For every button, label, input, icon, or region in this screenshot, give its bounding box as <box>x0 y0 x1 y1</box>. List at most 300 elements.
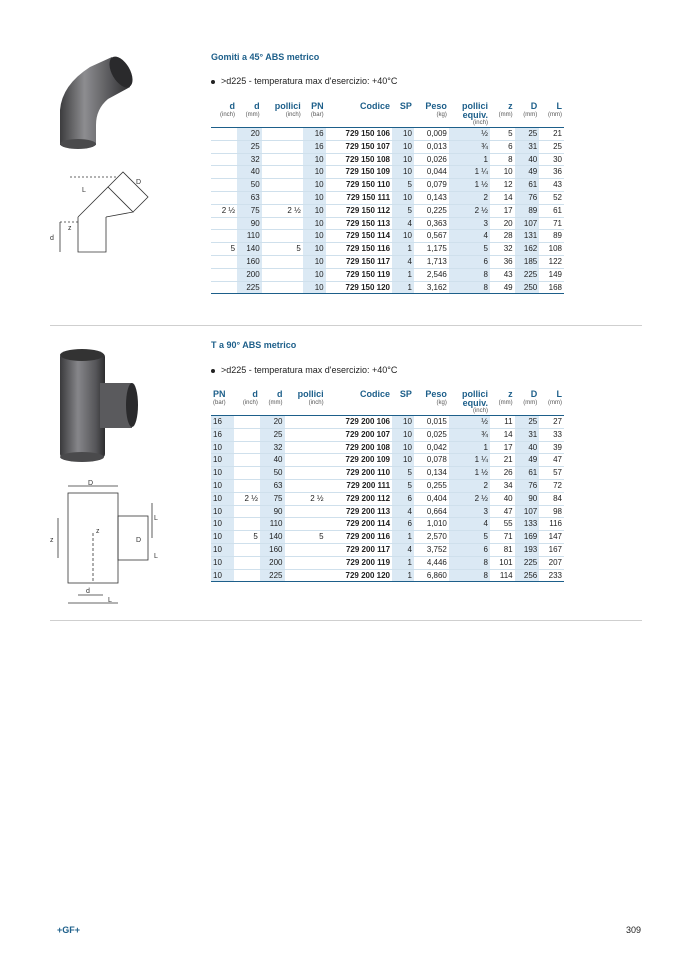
unit: (mm) <box>245 112 260 118</box>
table-cell: 729 200 116 <box>326 531 392 544</box>
table-cell: 28 <box>490 230 515 243</box>
table-cell: 4 <box>392 505 414 518</box>
table-cell: 10 <box>392 140 414 153</box>
table-cell <box>262 166 303 179</box>
table-cell: 10 <box>303 230 326 243</box>
table-cell: 729 150 111 <box>326 191 392 204</box>
table-cell <box>262 128 303 141</box>
table-cell: 10 <box>392 416 414 429</box>
table-row <box>211 230 564 243</box>
table-cell: 5 <box>392 467 414 480</box>
table-cell: 233 <box>539 569 564 582</box>
table-cell: 50 <box>237 179 262 192</box>
table-cell: 0,255 <box>414 479 449 492</box>
table-cell <box>211 255 237 268</box>
table-cell: 10 <box>303 204 326 217</box>
table-cell: 729 200 110 <box>326 467 392 480</box>
table-units-row <box>211 111 564 128</box>
table-row <box>211 531 564 544</box>
table-cell: ¾ <box>449 140 490 153</box>
table-row <box>211 518 564 531</box>
col-header-2: equiv. <box>462 398 488 408</box>
table-cell: 729 150 112 <box>326 204 392 217</box>
col-header: SP <box>399 101 412 111</box>
unit: (inch) <box>472 120 488 126</box>
col-header: PN <box>213 389 226 399</box>
table-cell: 729 200 113 <box>326 505 392 518</box>
tee-bullet <box>211 365 397 375</box>
col-header: pollici <box>461 389 488 399</box>
table-cell <box>285 416 326 429</box>
table-cell: 1 <box>392 556 414 569</box>
table-cell: 193 <box>515 543 540 556</box>
unit: (inch) <box>308 400 324 406</box>
table-cell: 1,010 <box>414 518 449 531</box>
table-cell: 3,162 <box>414 281 449 294</box>
table-row <box>211 441 564 454</box>
table-units-row <box>211 399 564 416</box>
table-cell <box>234 467 260 480</box>
table-cell: 10 <box>211 543 234 556</box>
tee-photo <box>55 345 140 465</box>
table-cell: 5 <box>392 179 414 192</box>
table-cell: 2 ½ <box>285 492 326 505</box>
table-cell <box>211 128 237 141</box>
table-cell: 162 <box>515 243 540 256</box>
table-cell: 5 <box>449 531 490 544</box>
table-cell <box>234 518 260 531</box>
table-cell: 43 <box>490 268 515 281</box>
table-cell: 10 <box>303 217 326 230</box>
table-cell: 729 150 107 <box>326 140 392 153</box>
table-cell: 1 <box>449 441 490 454</box>
col-header: L <box>556 101 562 111</box>
table-cell <box>262 281 303 294</box>
table-cell: 729 150 108 <box>326 153 392 166</box>
col-header: Codice <box>360 101 391 111</box>
table-cell: 729 200 108 <box>326 441 392 454</box>
table-cell <box>262 140 303 153</box>
table-cell: 729 150 110 <box>326 179 392 192</box>
table-cell <box>211 153 237 166</box>
table-cell <box>262 153 303 166</box>
table-cell: 5 <box>234 531 260 544</box>
col-header: L <box>556 389 562 399</box>
table-cell: 10 <box>392 128 414 141</box>
table-cell: 0,042 <box>414 441 449 454</box>
table-cell: 0,026 <box>414 153 449 166</box>
table-cell: 75 <box>237 204 262 217</box>
unit: (inch) <box>220 112 236 118</box>
table-cell: 4 <box>449 230 490 243</box>
table-cell: 0,044 <box>414 166 449 179</box>
table-cell: 6 <box>449 543 490 556</box>
table-cell: 8 <box>449 556 490 569</box>
table-cell: 33 <box>539 428 564 441</box>
table-cell: 0,025 <box>414 428 449 441</box>
table-cell <box>211 281 237 294</box>
table-cell: 40 <box>260 454 285 467</box>
table-cell: 729 150 120 <box>326 281 392 294</box>
table-cell: 2 ½ <box>449 492 490 505</box>
unit <box>392 399 414 416</box>
table-cell: 2 ½ <box>234 492 260 505</box>
table-cell <box>285 518 326 531</box>
table-cell: 3,752 <box>414 543 449 556</box>
table-cell: 10 <box>392 191 414 204</box>
table-cell <box>262 191 303 204</box>
table-cell: 25 <box>539 140 564 153</box>
tee-drawing <box>48 478 163 608</box>
col-header: SP <box>399 389 412 399</box>
col-header: z <box>508 389 513 399</box>
col-header: z <box>508 101 513 111</box>
table-row <box>211 281 564 294</box>
table-cell: 10 <box>490 166 515 179</box>
table-cell: 149 <box>539 268 564 281</box>
table-cell: 729 150 116 <box>326 243 392 256</box>
table-cell: 49 <box>515 166 540 179</box>
table-cell: 2,546 <box>414 268 449 281</box>
table-cell <box>234 556 260 569</box>
table-cell <box>262 230 303 243</box>
table-cell: 84 <box>539 492 564 505</box>
table-cell: 49 <box>515 454 540 467</box>
table-row <box>211 191 564 204</box>
table-cell: 0,225 <box>414 204 449 217</box>
table-cell: 140 <box>237 243 262 256</box>
table-cell: 61 <box>539 204 564 217</box>
diagram-label-z-left: z <box>50 537 54 544</box>
col-header: pollici <box>297 389 324 399</box>
col-header: D <box>530 389 538 399</box>
table-cell: 0,009 <box>414 128 449 141</box>
table-cell: 10 <box>303 179 326 192</box>
table-cell <box>211 191 237 204</box>
unit: (kg) <box>436 400 447 406</box>
elbow-drawing <box>48 162 158 262</box>
table-cell: 107 <box>515 505 540 518</box>
table-cell: 16 <box>303 140 326 153</box>
table-cell: 21 <box>539 128 564 141</box>
diagram-label-L-right: L <box>154 515 158 522</box>
table-cell: 90 <box>515 492 540 505</box>
table-cell: 4 <box>392 217 414 230</box>
table-cell: 63 <box>237 191 262 204</box>
table-cell: 225 <box>237 281 262 294</box>
col-header: Codice <box>360 389 391 399</box>
table-cell: 207 <box>539 556 564 569</box>
table-cell: 729 200 120 <box>326 569 392 582</box>
table-cell: 32 <box>237 153 262 166</box>
table-cell: 25 <box>237 140 262 153</box>
table-cell: 30 <box>539 153 564 166</box>
table-row <box>211 204 564 217</box>
table-cell: 1 ¼ <box>449 166 490 179</box>
table-cell: 0,079 <box>414 179 449 192</box>
table-row <box>211 255 564 268</box>
table-row <box>211 153 564 166</box>
table-cell: 2 <box>449 479 490 492</box>
table-cell: ¾ <box>449 428 490 441</box>
table-cell: 10 <box>211 505 234 518</box>
table-cell: 98 <box>539 505 564 518</box>
unit: (kg) <box>436 112 447 118</box>
table-cell: 47 <box>539 454 564 467</box>
table-cell: 10 <box>211 556 234 569</box>
table-cell: 110 <box>237 230 262 243</box>
diagram-label-L-bottom: L <box>108 597 112 604</box>
table-cell: 16 <box>211 428 234 441</box>
table-cell: 63 <box>260 479 285 492</box>
table-cell: 0,013 <box>414 140 449 153</box>
table-cell: 729 150 114 <box>326 230 392 243</box>
table-cell: 40 <box>490 492 515 505</box>
diagram-label-z: z <box>68 225 72 232</box>
diagram-label-z-inner: z <box>96 528 100 535</box>
table-cell: 21 <box>490 454 515 467</box>
table-cell: 729 200 114 <box>326 518 392 531</box>
table-row <box>211 268 564 281</box>
table-row <box>211 416 564 429</box>
table-cell: 81 <box>490 543 515 556</box>
table-row <box>211 556 564 569</box>
table-cell: 57 <box>539 467 564 480</box>
table-cell: 167 <box>539 543 564 556</box>
table-cell: 160 <box>260 543 285 556</box>
table-cell: 3 <box>449 505 490 518</box>
table-row <box>211 428 564 441</box>
table-cell: 32 <box>490 243 515 256</box>
col-header: d <box>277 389 283 399</box>
table-cell: 0,143 <box>414 191 449 204</box>
table-cell <box>285 556 326 569</box>
table-cell: 36 <box>539 166 564 179</box>
table-cell: 10 <box>392 166 414 179</box>
table-cell: 0,567 <box>414 230 449 243</box>
unit-equiv <box>449 111 490 128</box>
diagram-label-D: D <box>136 179 142 186</box>
table-cell: 114 <box>490 569 515 582</box>
table-cell: 8 <box>490 153 515 166</box>
unit <box>392 111 414 128</box>
table-cell: 185 <box>515 255 540 268</box>
table-cell <box>234 543 260 556</box>
unit-equiv <box>449 399 490 416</box>
unit: (mm) <box>523 112 538 118</box>
table-cell: 34 <box>490 479 515 492</box>
table-cell <box>234 416 260 429</box>
col-header: D <box>530 101 538 111</box>
table-cell: 729 150 117 <box>326 255 392 268</box>
table-cell: 90 <box>237 217 262 230</box>
diagram-label-D-side: D <box>136 537 142 544</box>
table-cell: 116 <box>539 518 564 531</box>
table-cell <box>285 505 326 518</box>
tee-bullet-text: >d225 - temperatura max d'esercizio: +40°C <box>221 365 398 375</box>
table-row <box>211 569 564 582</box>
table-cell <box>285 479 326 492</box>
table-cell: 32 <box>260 441 285 454</box>
table-cell: ½ <box>449 128 490 141</box>
table-cell: 10 <box>211 479 234 492</box>
elbow-bullet <box>211 76 397 86</box>
table-cell <box>285 454 326 467</box>
table-cell: 16 <box>211 416 234 429</box>
table-cell: 2 ½ <box>449 204 490 217</box>
diagram-label-D-top: D <box>88 480 94 487</box>
table-cell: 0,404 <box>414 492 449 505</box>
table-cell: 8 <box>449 569 490 582</box>
table-cell: 49 <box>490 281 515 294</box>
table-row <box>211 166 564 179</box>
tee-spec-table <box>211 389 564 582</box>
unit: (inch) <box>242 400 258 406</box>
table-cell: 729 200 119 <box>326 556 392 569</box>
table-cell: 5 <box>490 128 515 141</box>
table-cell: 10 <box>211 441 234 454</box>
table-cell <box>262 179 303 192</box>
table-cell: 10 <box>211 492 234 505</box>
col-header: pollici <box>461 101 488 111</box>
table-cell: 76 <box>515 479 540 492</box>
table-cell: 20 <box>260 416 285 429</box>
table-cell: 10 <box>303 268 326 281</box>
table-cell: 101 <box>490 556 515 569</box>
table-cell: 6,860 <box>414 569 449 582</box>
col-header: Peso <box>425 101 447 111</box>
table-cell <box>285 467 326 480</box>
unit: (mm) <box>498 112 513 118</box>
table-cell <box>211 268 237 281</box>
table-cell: 27 <box>539 416 564 429</box>
table-cell: 36 <box>490 255 515 268</box>
table-cell: 75 <box>260 492 285 505</box>
table-cell: 133 <box>515 518 540 531</box>
col-header: d <box>254 101 260 111</box>
table-cell: 140 <box>260 531 285 544</box>
table-cell <box>285 543 326 556</box>
table-cell <box>234 479 260 492</box>
table-cell: 1 <box>392 268 414 281</box>
table-cell: 2 ½ <box>211 204 237 217</box>
table-cell <box>211 230 237 243</box>
table-cell <box>285 569 326 582</box>
table-cell: 1 <box>392 531 414 544</box>
table-cell: 225 <box>515 556 540 569</box>
table-cell: 16 <box>303 128 326 141</box>
table-cell: 10 <box>392 153 414 166</box>
table-cell: 76 <box>515 191 540 204</box>
table-row <box>211 492 564 505</box>
table-cell: 5 <box>449 243 490 256</box>
table-cell: 5 <box>392 479 414 492</box>
diagram-label-L-right-lower: L <box>154 553 158 560</box>
table-cell: 0,078 <box>414 454 449 467</box>
diagram-label-L: L <box>82 187 86 194</box>
table-cell: 10 <box>211 518 234 531</box>
table-cell: 61 <box>515 467 540 480</box>
table-cell: 729 200 109 <box>326 454 392 467</box>
table-cell <box>285 441 326 454</box>
table-cell: 72 <box>539 479 564 492</box>
table-cell: 160 <box>237 255 262 268</box>
table-cell: 250 <box>515 281 540 294</box>
table-cell: 1 ½ <box>449 467 490 480</box>
table-cell: 10 <box>392 428 414 441</box>
table-cell: 729 150 106 <box>326 128 392 141</box>
elbow-photo <box>50 55 135 150</box>
table-cell: 89 <box>515 204 540 217</box>
col-header: pollici <box>274 101 301 111</box>
elbow-spec-table <box>211 101 564 294</box>
table-row <box>211 140 564 153</box>
table-row <box>211 128 564 141</box>
table-cell: 1,175 <box>414 243 449 256</box>
table-cell <box>262 255 303 268</box>
table-cell: 1 ¼ <box>449 454 490 467</box>
table-cell: 110 <box>260 518 285 531</box>
table-cell <box>234 441 260 454</box>
table-cell: 17 <box>490 441 515 454</box>
table-cell: 729 150 119 <box>326 268 392 281</box>
col-header: d <box>229 101 236 111</box>
table-cell: 1 ½ <box>449 179 490 192</box>
table-cell <box>234 569 260 582</box>
table-cell: 20 <box>237 128 262 141</box>
table-cell: 89 <box>539 230 564 243</box>
table-cell: 17 <box>490 204 515 217</box>
table-cell: 12 <box>490 179 515 192</box>
unit: (mm) <box>523 400 538 406</box>
table-cell: 71 <box>539 217 564 230</box>
table-cell: 20 <box>490 217 515 230</box>
table-cell: 25 <box>260 428 285 441</box>
table-cell: 0,664 <box>414 505 449 518</box>
table-cell: 200 <box>237 268 262 281</box>
table-cell: 8 <box>449 281 490 294</box>
table-cell: 10 <box>211 531 234 544</box>
table-cell: 10 <box>211 467 234 480</box>
table-row <box>211 217 564 230</box>
table-cell: 71 <box>490 531 515 544</box>
table-cell: 6 <box>392 492 414 505</box>
table-cell: ½ <box>449 416 490 429</box>
table-cell: 31 <box>515 428 540 441</box>
table-cell: 26 <box>490 467 515 480</box>
col-header-2: equiv. <box>462 110 488 120</box>
table-cell: 52 <box>539 191 564 204</box>
table-cell: 729 200 117 <box>326 543 392 556</box>
table-cell: 729 150 109 <box>326 166 392 179</box>
table-cell: 25 <box>515 416 540 429</box>
table-cell: 10 <box>303 166 326 179</box>
table-row <box>211 179 564 192</box>
table-cell: 200 <box>260 556 285 569</box>
table-cell: 5 <box>262 243 303 256</box>
table-cell: 61 <box>515 179 540 192</box>
table-cell: 10 <box>392 230 414 243</box>
table-cell: 31 <box>515 140 540 153</box>
table-cell: 40 <box>237 166 262 179</box>
table-cell: 14 <box>490 191 515 204</box>
table-cell: 122 <box>539 255 564 268</box>
table-cell: 10 <box>303 255 326 268</box>
table-cell: 11 <box>490 416 515 429</box>
tee-section-title: T a 90° ABS metrico <box>211 340 297 350</box>
table-cell: 43 <box>539 179 564 192</box>
table-cell: 147 <box>539 531 564 544</box>
